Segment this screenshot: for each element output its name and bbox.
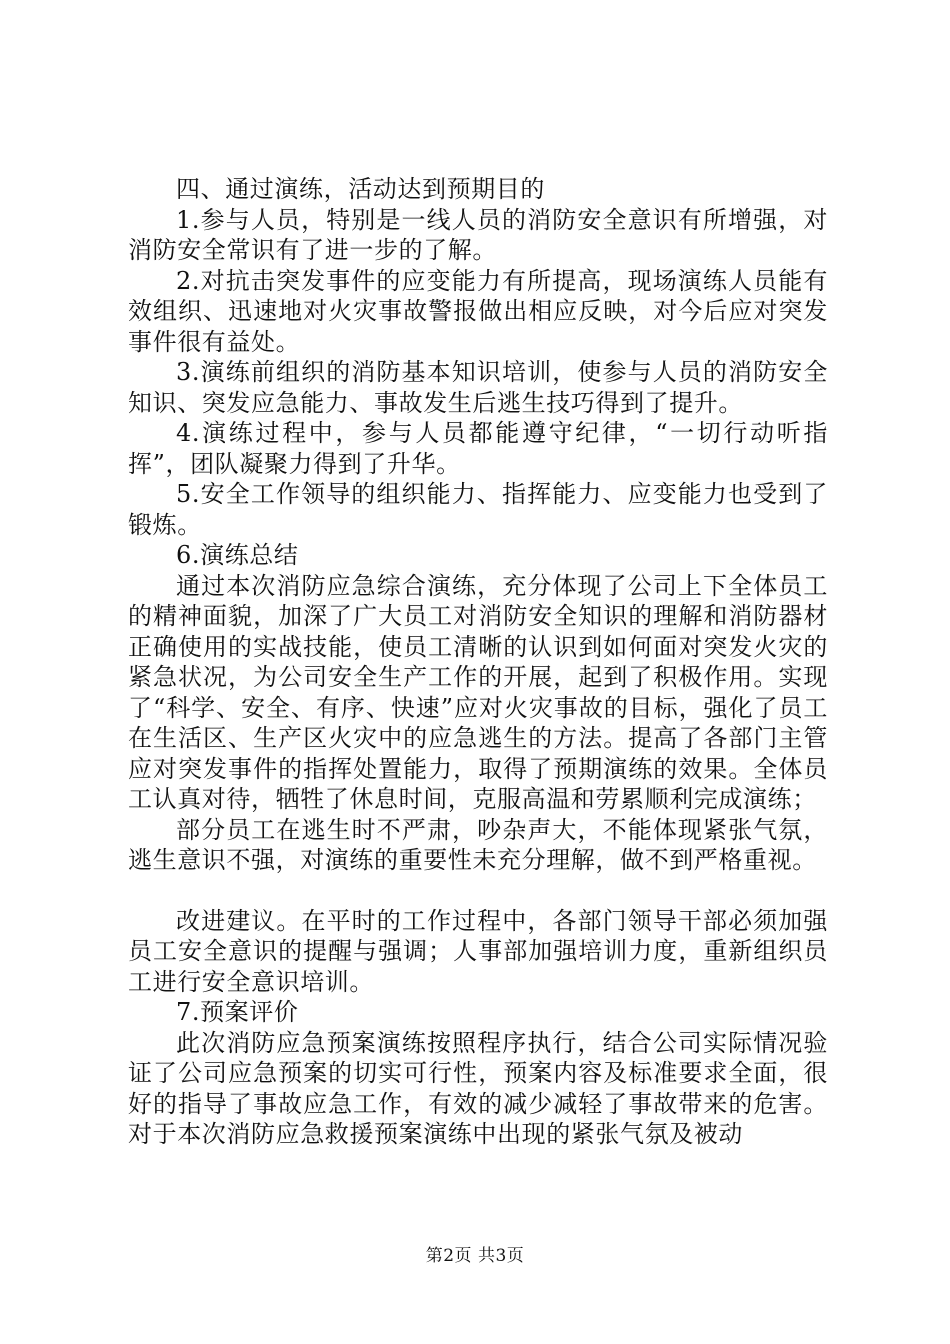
- summary-heading: 6.演练总结: [176, 541, 299, 569]
- improvement-paragraph: 改进建议。在平时的工作过程中，各部门领导干部必须加强员工安全意识的提醒与强调；人事部加强培训力度，重新组织员工进行安全意识培训。: [128, 906, 828, 996]
- summary-paragraph: 部分员工在逃生时不严肃，吵杂声大，不能体现紧张气氛，逃生意识不强，对演练的重要性未充分理解，做不到严格重视。: [128, 815, 828, 874]
- evaluation-heading: 7.预案评价: [176, 998, 299, 1026]
- page-footer: 第2页 共3页: [425, 1246, 525, 1266]
- list-item: 3.演练前组织的消防基本知识培训，使参与人员的消防安全知识、突发应急能力、事故发生后逃生技巧得到了提升。: [128, 358, 828, 417]
- list-item: 1.参与人员，特别是一线人员的消防安全意识有所增强，对消防安全常识有了进一步的了解。: [128, 205, 828, 264]
- list-item: 4.演练过程中，参与人员都能遵守纪律，“一切行动听指挥”，团队凝聚力得到了升华。: [128, 419, 828, 478]
- evaluation-paragraph: 此次消防应急预案演练按照程序执行，结合公司实际情况验证了公司应急预案的切实可行性，预案内容及标准要求全面，很好的指导了事故应急工作，有效的减少减轻了事故带来的危害。对于本次消防应急救援预案演练中出现的紧张气氛及被动: [128, 1028, 828, 1148]
- section-heading: 四、通过演练，活动达到预期目的: [176, 175, 545, 203]
- list-item: 5.安全工作领导的组织能力、指挥能力、应变能力也受到了锻炼。: [128, 480, 828, 539]
- document-body: [128, 174, 828, 1150]
- summary-paragraph: 通过本次消防应急综合演练，充分体现了公司上下全体员工的精神面貌，加深了广大员工对消防安全知识的理解和消防器材正确使用的实战技能，使员工清晰的认识到如何面对突发火灾的紧急状况，为公司安全生产工作的开展，起到了积极作用。实现了“科学、安全、有序、快速”应对火灾事故的目标，强化了员工在生活区、生产区火灾中的应急逃生的方法。提高了各部门主管应对突发事件的指挥处置能力，取得了预期演练的效果。全体员工认真对待，牺牲了休息时间，克服高温和劳累顺利完成演练；: [128, 571, 828, 813]
- paragraph-gap: [128, 876, 828, 906]
- list-item: 2.对抗击突发事件的应变能力有所提高，现场演练人员能有效组织、迅速地对火灾事故警报做出相应反映，对今后应对突发事件很有益处。: [128, 266, 828, 356]
